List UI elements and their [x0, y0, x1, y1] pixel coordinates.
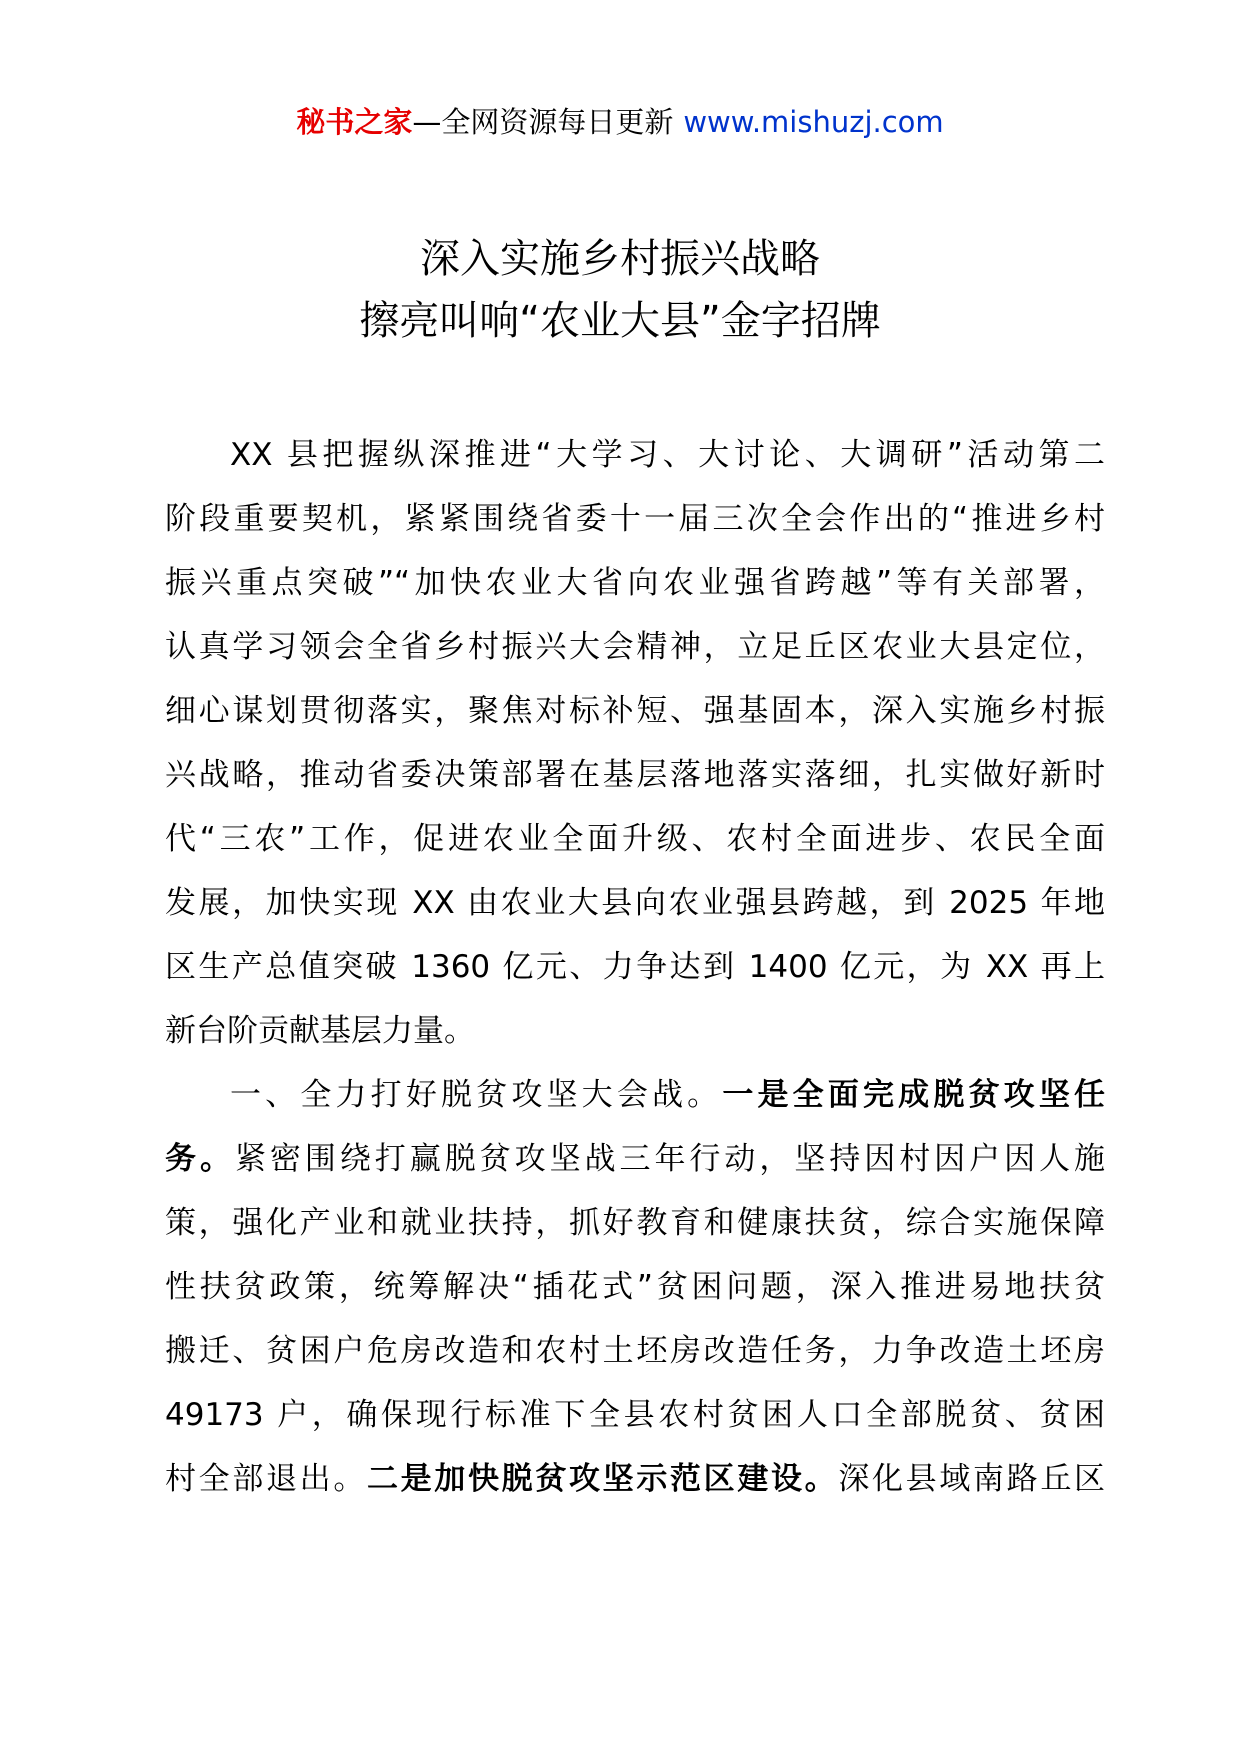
paragraph-line: 细心谋划贯彻落实，聚焦对标补短、强基固本，深入实施乡村振 — [165, 693, 1105, 729]
section-heading: 一、全力打好脱贫攻坚大会战。 — [230, 1077, 723, 1113]
paragraph-line: 兴战略，推动省委决策部署在基层落地落实落细，扎实做好新时 — [165, 757, 1105, 793]
paragraph-text: 村全部退出。 — [165, 1461, 367, 1497]
paragraph-line: 阶段重要契机，紧紧围绕省委十一届三次全会作出的“推进乡村 — [165, 501, 1105, 537]
site-header — [0, 100, 1240, 144]
paragraph-line: 代“三农”工作，促进农业全面升级、农村全面进步、农民全面 — [165, 821, 1105, 857]
bold-point-heading: 一是全面完成脱贫攻坚任 — [722, 1077, 1106, 1113]
paragraph-line: 振兴重点突破”“加快农业大省向农业强省跨越”等有关部署， — [165, 565, 1105, 601]
paragraph-line — [165, 1127, 1105, 1191]
paragraph-line: 认真学习领会全省乡村振兴大会精神，立足丘区农业大县定位， — [165, 629, 1105, 665]
site-tagline: —全网资源每日更新 — [412, 105, 674, 139]
paragraph-line: 区生产总值突破 1360 亿元、力争达到 1400 亿元，为 XX 再上 — [165, 949, 1105, 985]
paragraph-line: 新台阶贡献基层力量。 — [165, 1013, 475, 1049]
paragraph-line: 性扶贫政策，统筹解决“插花式”贫困问题，深入推进易地扶贫 — [165, 1269, 1105, 1305]
document-body — [165, 423, 1105, 1511]
title-line-1: 深入实施乡村振兴战略 — [420, 236, 820, 282]
paragraph-line: XX 县把握纵深推进“大学习、大讨论、大调研”活动第二 — [230, 437, 1105, 473]
site-brand: 秘书之家 — [296, 105, 413, 139]
site-url-link[interactable]: www.mishuzj.com — [683, 105, 944, 139]
bold-point-heading: 二是加快脱贫攻坚示范区建设。 — [367, 1461, 839, 1497]
paragraph-text: 紧密围绕打赢脱贫攻坚战三年行动，坚持因村因户因人施 — [234, 1141, 1106, 1177]
paragraph-line — [165, 1063, 1105, 1127]
bold-point-heading: 务。 — [165, 1141, 235, 1177]
paragraph-line: 发展，加快实现 XX 由农业大县向农业强县跨越，到 2025 年地 — [165, 885, 1105, 921]
paragraph-line: 49173 户，确保现行标准下全县农村贫困人口全部脱贫、贫困 — [165, 1397, 1105, 1433]
paragraph-line: 搬迁、贫困户危房改造和农村土坯房改造任务，力争改造土坯房 — [165, 1333, 1105, 1369]
document-title — [0, 228, 1240, 352]
paragraph-text: 深化县域南路丘区 — [838, 1461, 1106, 1497]
paragraph-line — [165, 1447, 1105, 1511]
paragraph-line: 策，强化产业和就业扶持，抓好教育和健康扶贫，综合实施保障 — [165, 1205, 1105, 1241]
title-line-2: 擦亮叫响“农业大县”金字招牌 — [359, 298, 881, 344]
